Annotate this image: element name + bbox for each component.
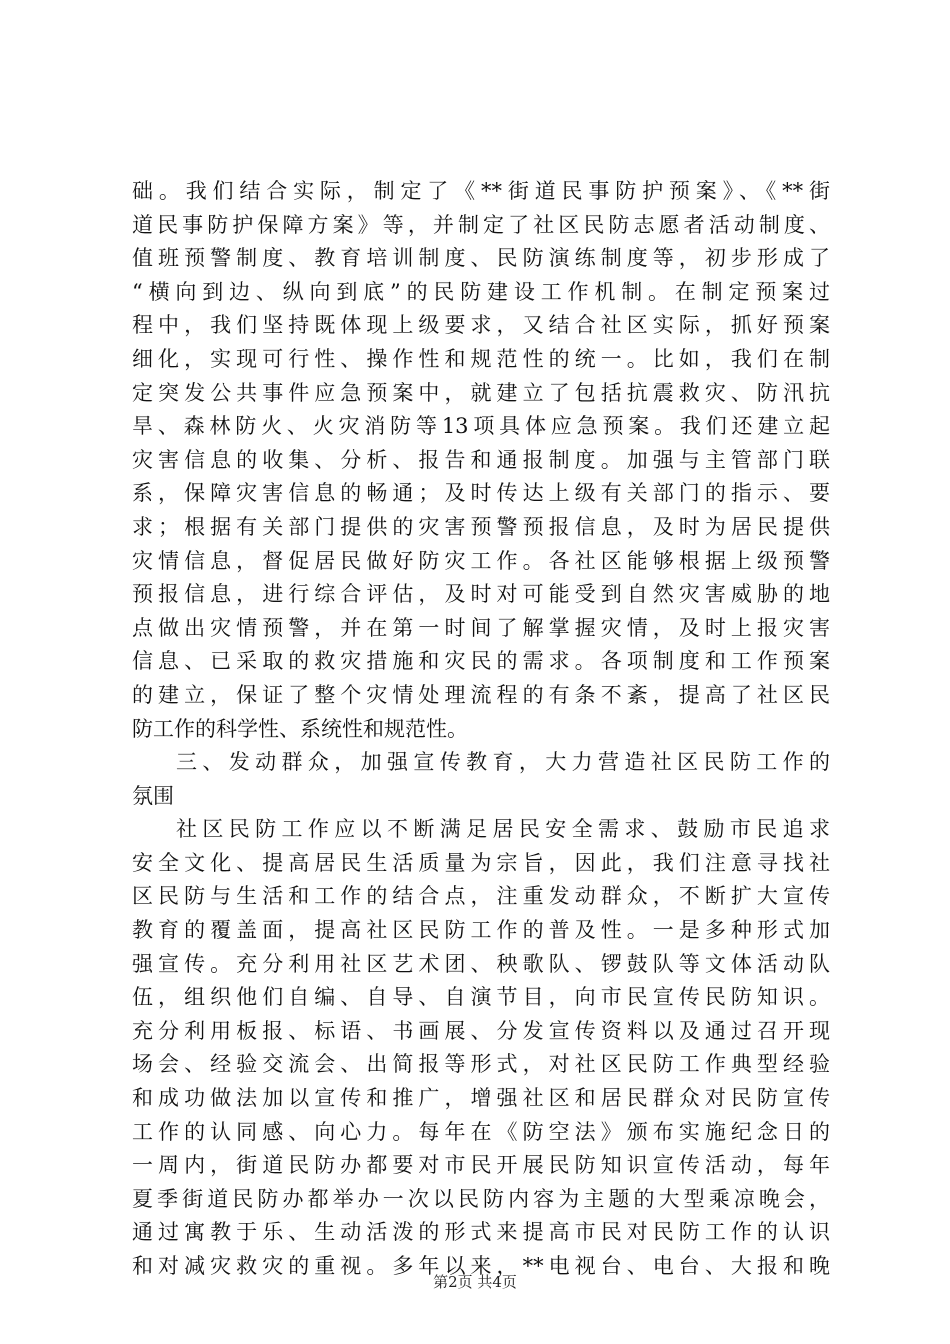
text-line: 夏季街道民防办都举办一次以民防内容为主题的大型乘凉晚会， [132,1186,830,1211]
text-line: 灾情信息，督促居民做好防灾工作。各社区能够根据上级预警 [132,548,830,573]
text-line: 值班预警制度、教育培训制度、民防演练制度等，初步形成了 [132,246,830,271]
text-line: 充分利用板报、标语、书画展、分发宣传资料以及通过召开现 [132,1018,830,1043]
text-line: 旱、森林防火、火灾消防等13项具体应急预案。我们还建立起 [132,414,830,439]
text-line: 场会、经验交流会、出简报等形式，对社区民防工作典型经验 [132,1052,830,1077]
text-line: 和对减灾救灾的重视。多年以来，**电视台、电台、大报和晚 [132,1254,830,1278]
page-footer: 第2页 共4页 [433,1273,517,1291]
text-line: 教育的覆盖面，提高社区民防工作的普及性。一是多种形式加 [132,918,830,943]
document-body [132,175,830,1284]
text-line: 的建立，保证了整个灾情处理流程的有条不紊，提高了社区民 [132,682,830,707]
text-line: 氛围 [132,783,174,808]
text-line: 求；根据有关部门提供的灾害预警预报信息，及时为居民提供 [132,514,830,539]
text-line: 定突发公共事件应急预案中，就建立了包括抗震救灾、防汛抗 [132,380,830,405]
text-line: 道民事防护保障方案》等，并制定了社区民防志愿者活动制度、 [132,212,830,237]
text-line: 强宣传。充分利用社区艺术团、秧歌队、锣鼓队等文体活动队 [132,951,830,976]
text-line: 系，保障灾害信息的畅通；及时传达上级有关部门的指示、要 [132,481,830,506]
text-line: “横向到边、纵向到底”的民防建设工作机制。在制定预案过 [132,279,830,304]
text-line: 工作的认同感、向心力。每年在《防空法》颁布实施纪念日的 [132,1119,830,1144]
text-line: 安全文化、提高居民生活质量为宗旨，因此，我们注意寻找社 [132,850,830,875]
text-line: 伍，组织他们自编、自导、自演节目，向市民宣传民防知识。 [132,985,830,1010]
text-line: 社区民防工作应以不断满足居民安全需求、鼓励市民追求 [176,817,830,842]
text-line: 预报信息，进行综合评估，及时对可能受到自然灾害威胁的地 [132,582,830,607]
text-line: 点做出灾情预警，并在第一时间了解掌握灾情，及时上报灾害 [132,615,830,640]
text-line: 础。我们结合实际，制定了《**街道民事防护预案》、《**街 [132,179,830,203]
text-line: 三、发动群众，加强宣传教育，大力营造社区民防工作的 [176,750,830,775]
text-line: 灾害信息的收集、分析、报告和通报制度。加强与主管部门联 [132,447,830,472]
text-line: 通过寓教于乐、生动活泼的形式来提高市民对民防工作的认识 [132,1220,830,1245]
text-line: 防工作的科学性、系统性和规范性。 [132,716,468,741]
text-line: 程中，我们坚持既体现上级要求，又结合社区实际，抓好预案 [132,313,830,338]
text-line: 细化，实现可行性、操作性和规范性的统一。比如，我们在制 [132,346,830,371]
text-line: 信息、已采取的救灾措施和灾民的需求。各项制度和工作预案 [132,649,830,674]
text-line: 区民防与生活和工作的结合点，注重发动群众，不断扩大宣传 [132,884,830,909]
text-line: 和成功做法加以宣传和推广，增强社区和居民群众对民防宣传 [132,1086,830,1111]
text-line: 一周内，街道民防办都要对市民开展民防知识宣传活动，每年 [132,1153,830,1178]
